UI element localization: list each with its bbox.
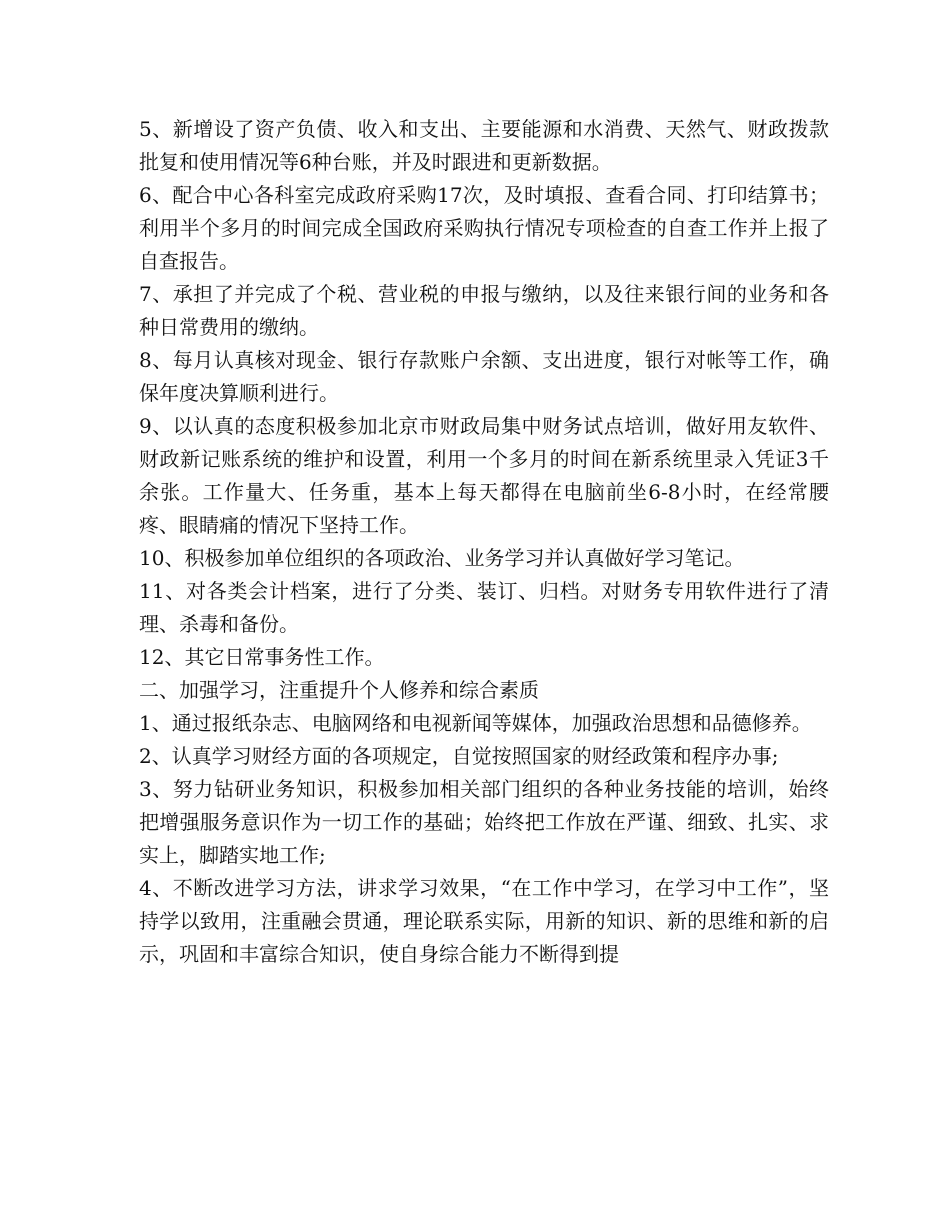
document-body [139,113,829,971]
paragraph-item-s3: 3、努力钻研业务知识，积极参加相关部门组织的各种业务技能的培训，始终把增强服务意识作为一切工作的基础；始终把工作放在严谨、细致、扎实、求实上，脚踏实地工作; [139,777,829,867]
paragraph-item-11: 11、对各类会计档案，进行了分类、装订、归档。对财务专用软件进行了清理、杀毒和备份。 [139,579,829,636]
paragraph-item-6: 6、配合中心各科室完成政府采购17次，及时填报、查看合同、打印结算书；利用半个多月的时间完成全国政府采购执行情况专项检查的自查工作并上报了自查报告。 [139,183,829,273]
paragraph-item-8: 8、每月认真核对现金、银行存款账户余额、支出进度，银行对帐等工作，确保年度决算顺利进行。 [139,348,829,405]
paragraph-item-10: 10、积极参加单位组织的各项政治、业务学习并认真做好学习笔记。 [139,546,745,570]
paragraph-item-7: 7、承担了并完成了个税、营业税的申报与缴纳，以及往来银行间的业务和各种日常费用的缴纳。 [139,282,829,339]
paragraph-item-s4: 4、不断改进学习方法，讲求学习效果，“在工作中学习，在学习中工作”，坚持学以致用，注重融会贯通，理论联系实际，用新的知识、新的思维和新的启示，巩固和丰富综合知识，使自身综合能力不断得到提 [139,876,829,966]
paragraph-item-12: 12、其它日常事务性工作。 [139,645,385,669]
paragraph-item-9: 9、以认真的态度积极参加北京市财政局集中财务试点培训，做好用友软件、财政新记账系统的维护和设置，利用一个多月的时间在新系统里录入凭证3千余张。工作量大、任务重，基本上每天都得在电脑前坐6-8小时，在经常腰疼、眼睛痛的情况下坚持工作。 [139,414,829,537]
section-heading: 二、加强学习，注重提升个人修养和综合素质 [139,678,539,702]
paragraph-item-s1: 1、通过报纸杂志、电脑网络和电视新闻等媒体，加强政治思想和品德修养。 [139,711,812,735]
paragraph-item-s2: 2、认真学习财经方面的各项规定，自觉按照国家的财经政策和程序办事; [139,744,779,768]
paragraph-item-5: 5、新增设了资产负债、收入和支出、主要能源和水消费、天然气、财政拨款批复和使用情况等6种台账，并及时跟进和更新数据。 [139,117,829,174]
